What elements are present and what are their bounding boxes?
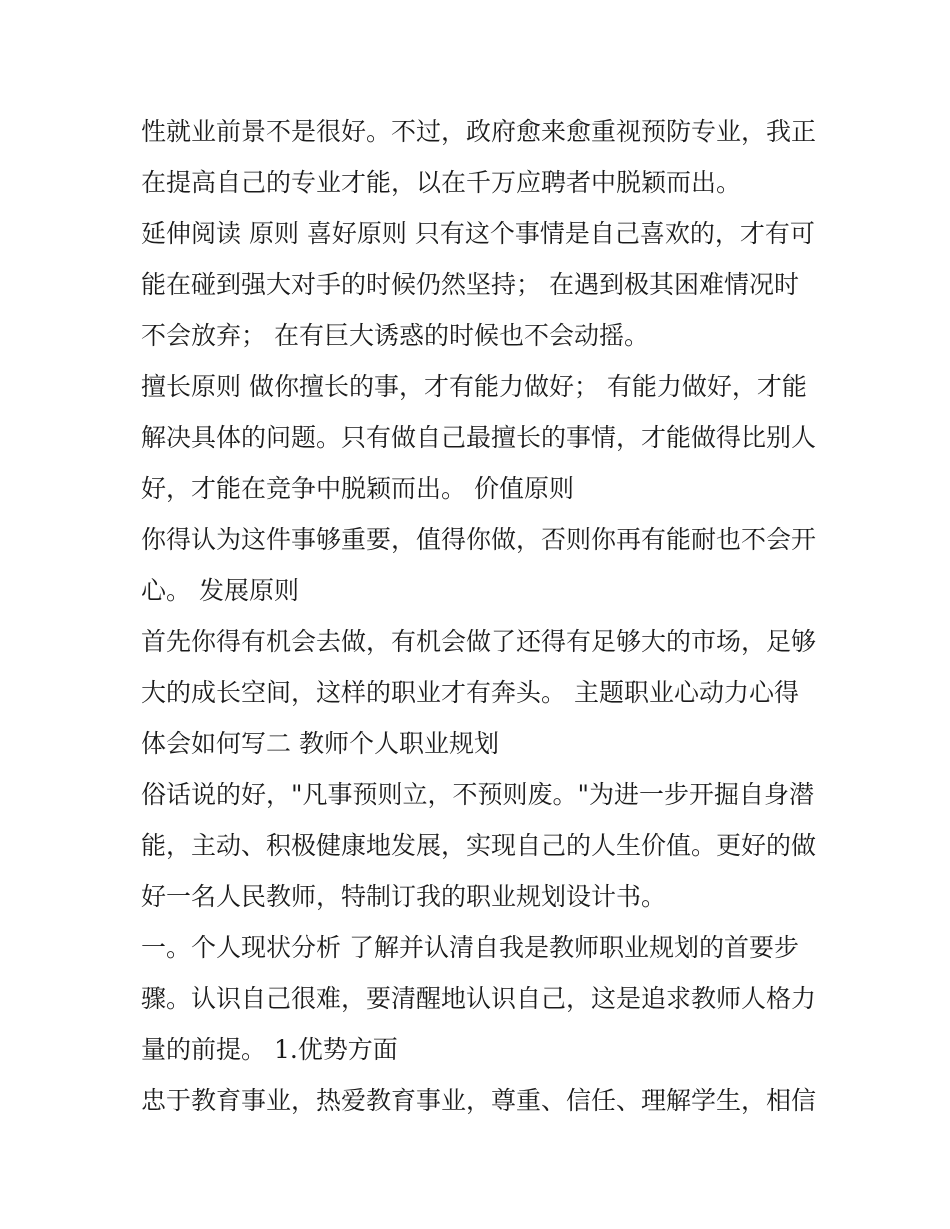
text-line-1: 性就业前景不是很好。不过，政府愈来愈重视预防专业，我正: [141, 117, 817, 146]
text-line-12: 大的成长空间，这样的职业才有奔头。 主题职业心动力心得: [141, 678, 799, 707]
text-line-13: 体会如何写二 教师个人职业规划: [141, 729, 499, 758]
text-line-15: 能，主动、积极健康地发展，实现自己的人生价值。更好的做: [141, 831, 817, 860]
text-line-3: 延伸阅读 原则 喜好原则 只有这个事情是自己喜欢的，才有可: [141, 219, 815, 248]
text-line-18: 骤。认识自己很难，要清醒地认识自己，这是追求教师人格力: [141, 984, 817, 1013]
text-line-2: 在提高自己的专业才能，以在千万应聘者中脱颖而出。: [141, 168, 742, 197]
text-line-17: 一。个人现状分析 了解并认清自我是教师职业规划的首要步: [141, 933, 799, 962]
body-text: [141, 106, 821, 1126]
text-line-10: 心。 发展原则: [141, 576, 299, 605]
text-line-6: 擅长原则 做你擅长的事，才有能力做好； 有能力做好，才能: [141, 372, 807, 401]
text-line-19: 量的前提。 1.优势方面: [141, 1035, 398, 1064]
text-line-8: 好，才能在竞争中脱颖而出。 价值原则: [141, 474, 574, 503]
text-line-14: 俗话说的好，"凡事预则立，不预则废。"为进一步开掘自身潜: [141, 780, 815, 809]
text-line-20: 忠于教育事业，热爱教育事业，尊重、信任、理解学生，相信: [141, 1086, 817, 1115]
text-line-5: 不会放弃； 在有巨大诱惑的时候也不会动摇。: [141, 321, 649, 350]
text-line-9: 你得认为这件事够重要，值得你做，否则你再有能耐也不会开: [141, 525, 817, 554]
text-line-7: 解决具体的问题。只有做自己最擅长的事情，才能做得比别人: [141, 423, 817, 452]
text-line-16: 好一名人民教师，特制订我的职业规划设计书。: [141, 882, 667, 911]
text-line-4: 能在碰到强大对手的时候仍然坚持； 在遇到极其困难情况时: [141, 270, 799, 299]
text-line-11: 首先你得有机会去做，有机会做了还得有足够大的市场，足够: [141, 627, 817, 656]
